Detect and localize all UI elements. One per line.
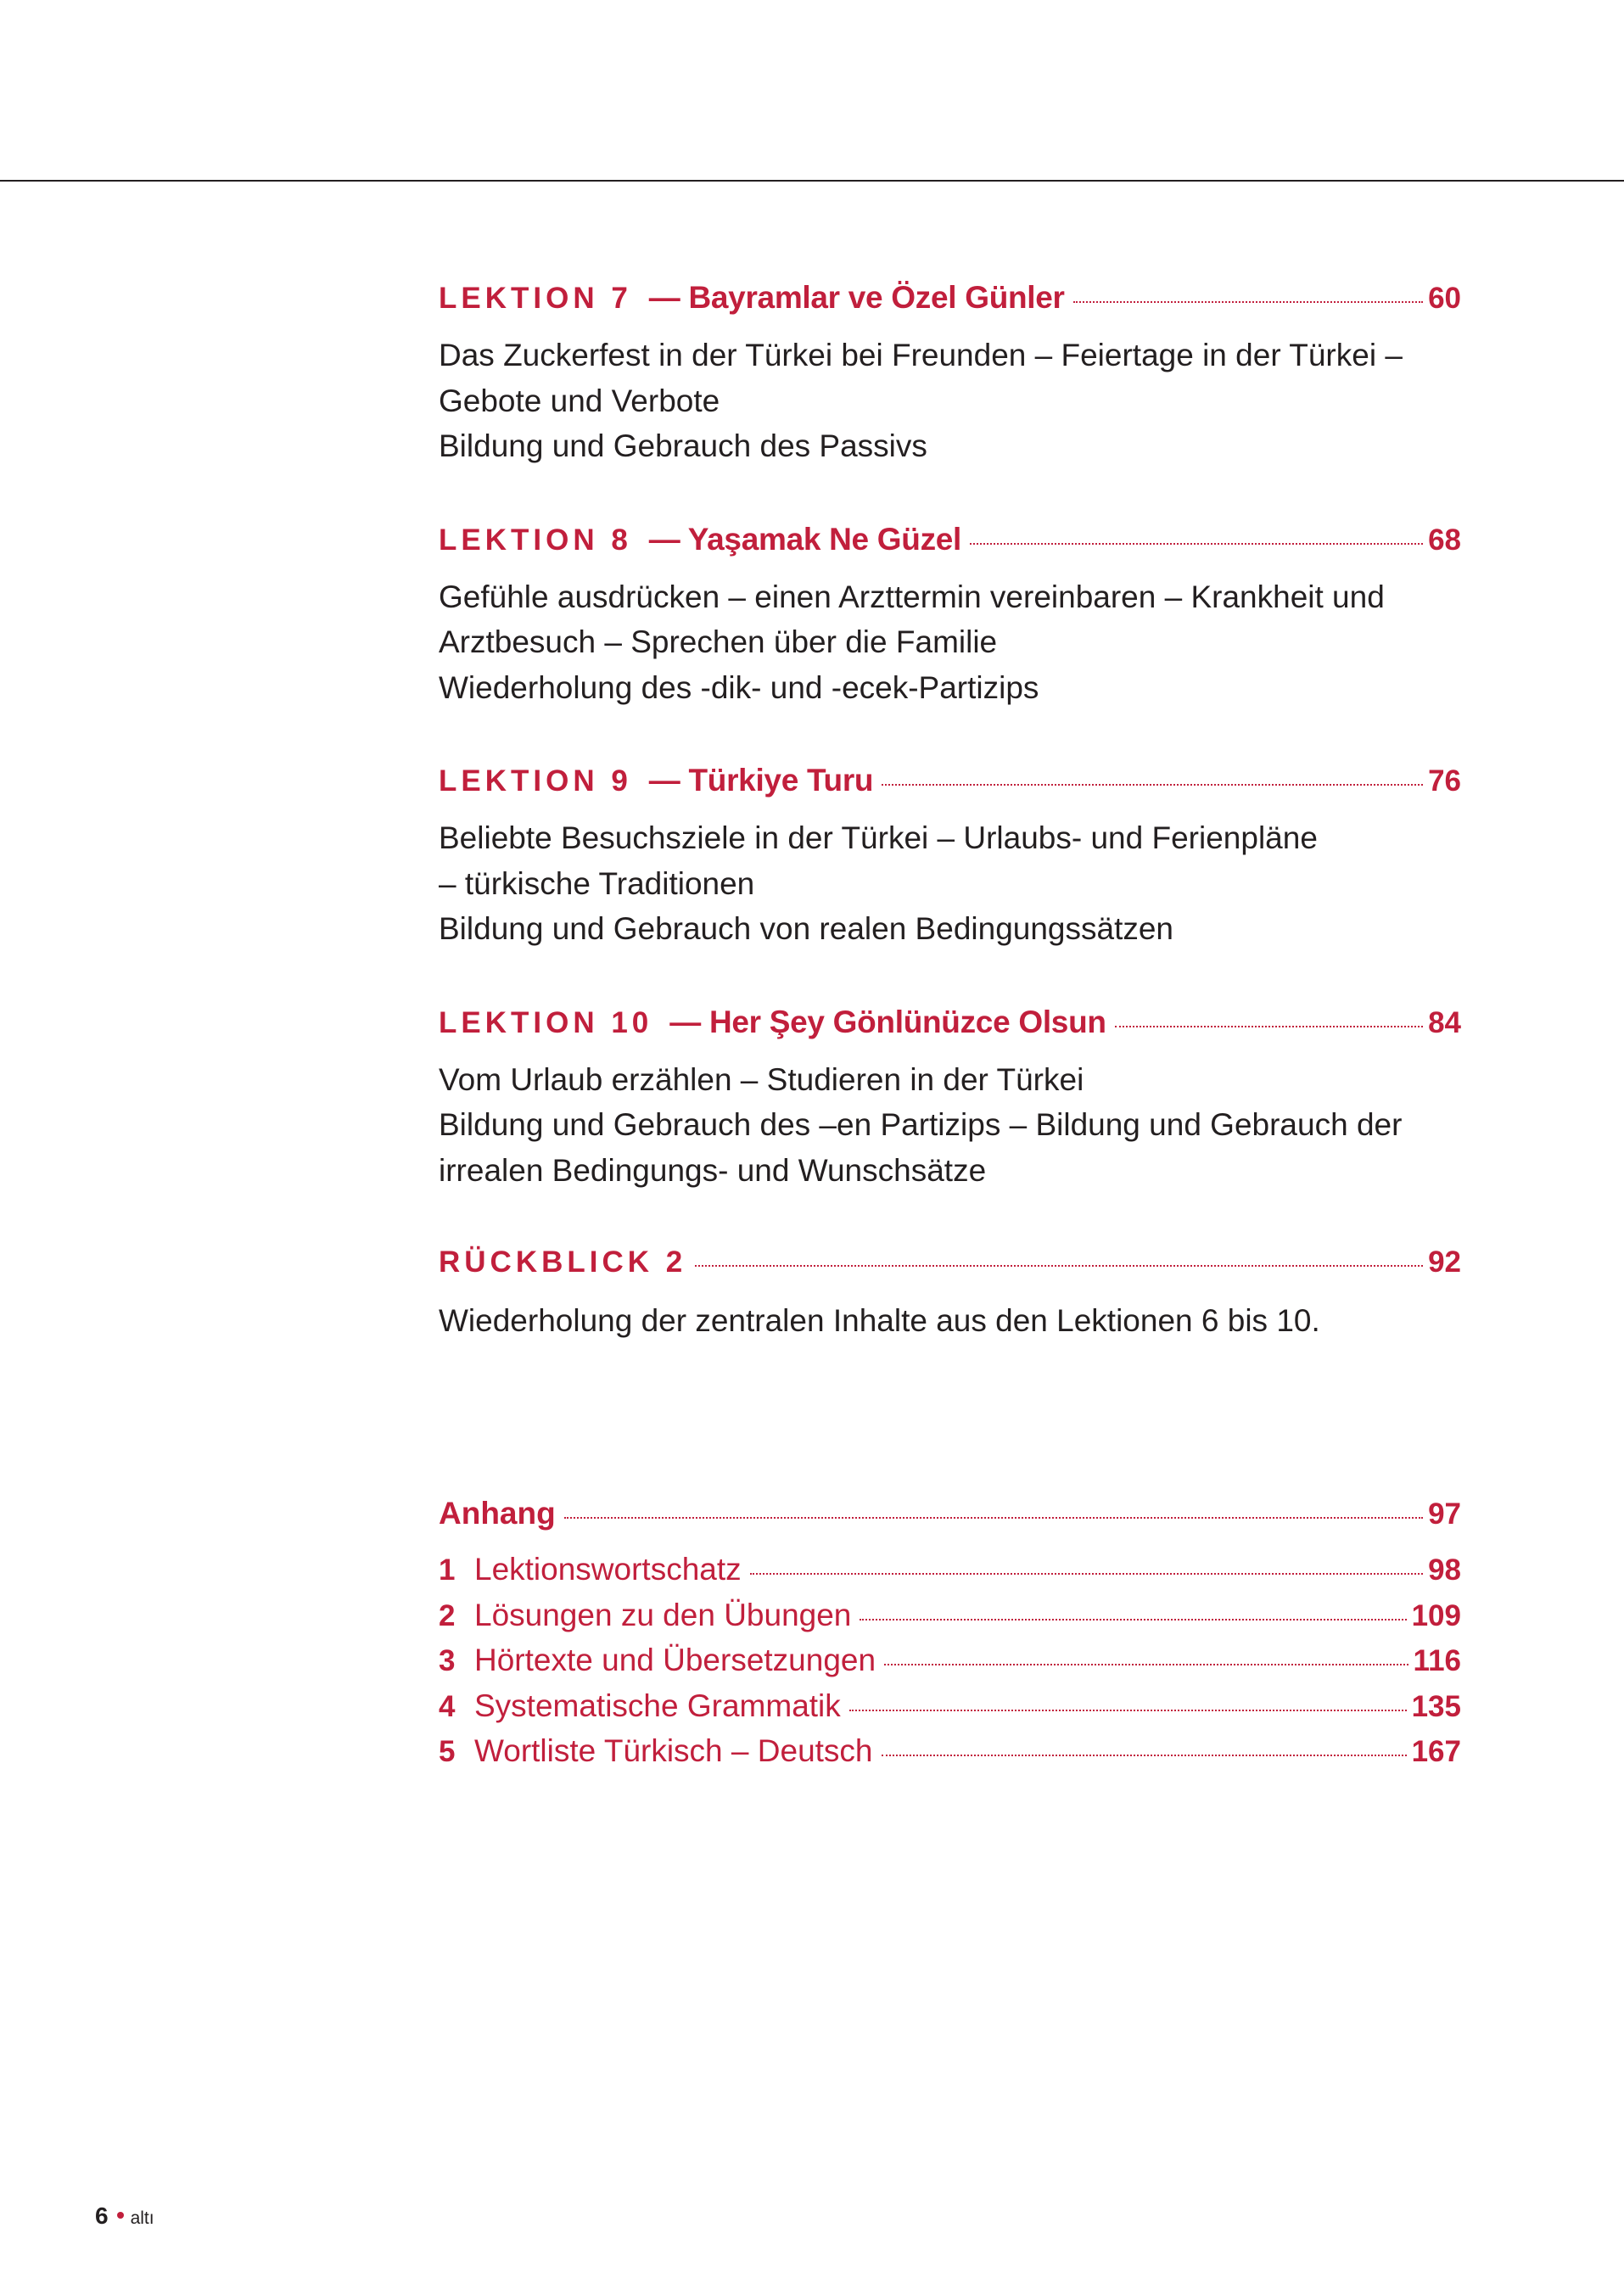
item-label: Lektionswortschatz (474, 1552, 742, 1587)
appendix-item[interactable] (439, 1598, 1461, 1643)
item-number: 4 (439, 1689, 456, 1723)
item-number: 5 (439, 1735, 456, 1768)
description-line: Wiederholung der zentralen Inhalte aus den Lektionen 6 bis 10. (439, 1303, 1320, 1338)
description-line: – türkische Traditionen (439, 865, 755, 901)
page-number: 76 (1428, 764, 1461, 798)
description-line: Arztbesuch – Sprechen über die Familie (439, 624, 998, 659)
entry-title: — Türkiye Turu (648, 763, 874, 798)
toc-entry-lektion-9 (439, 763, 1461, 952)
description-line: Bildung und Gebrauch des –en Partizips – Bildung und Gebrauch der (439, 1107, 1403, 1142)
dot-leader (750, 1573, 1423, 1575)
appendix-section (439, 1496, 1461, 1779)
entry-heading[interactable] (439, 280, 1461, 331)
folio-word: altı (130, 2208, 154, 2228)
folio-number: 6 (95, 2203, 109, 2229)
page-number: 98 (1428, 1553, 1461, 1587)
page-number: 92 (1428, 1245, 1461, 1279)
appendix-title: Anhang (439, 1496, 556, 1531)
entry-title: — Yaşamak Ne Güzel (648, 521, 962, 557)
entry-description (439, 574, 1461, 711)
page-number: 97 (1428, 1497, 1461, 1531)
item-label: Wortliste Türkisch – Deutsch (474, 1733, 873, 1768)
bullet-icon (117, 2212, 124, 2219)
appendix-list (439, 1552, 1461, 1779)
dot-leader (849, 1710, 1407, 1711)
dot-leader (860, 1619, 1406, 1620)
description-line: Beliebte Besuchsziele in der Türkei – Urlaubs- und Ferienpläne (439, 820, 1318, 855)
dot-leader (882, 1755, 1407, 1756)
entry-label: LEKTION 7 (439, 282, 632, 315)
entry-heading[interactable] (439, 522, 1461, 573)
description-line: irrealen Bedingungs- und Wunschsätze (439, 1152, 987, 1188)
appendix-item[interactable] (439, 1688, 1461, 1734)
page-number: 84 (1428, 1005, 1461, 1039)
dot-leader (1115, 1026, 1423, 1027)
description-line: Gefühle ausdrücken – einen Arzttermin vereinbaren – Krankheit und (439, 579, 1385, 614)
entry-label: LEKTION 8 (439, 523, 632, 557)
toc-entry-lektion-7 (439, 280, 1461, 469)
dot-leader (970, 543, 1423, 545)
entry-heading[interactable] (439, 763, 1461, 814)
item-number: 3 (439, 1644, 456, 1677)
page-footer (95, 2203, 154, 2230)
dot-leader (884, 1664, 1408, 1665)
toc-entry-lektion-8 (439, 522, 1461, 711)
dot-leader (695, 1265, 1423, 1267)
entry-label: RÜCKBLICK 2 (439, 1245, 687, 1279)
description-line: Wiederholung des -dik- und -ecek-Partizips (439, 669, 1039, 705)
dot-leader (882, 784, 1423, 786)
toc-entry-rueckblick-2 (439, 1245, 1461, 1344)
description-line: Vom Urlaub erzählen – Studieren in der Türkei (439, 1061, 1084, 1097)
entry-heading[interactable] (439, 1005, 1461, 1055)
page-number: 109 (1411, 1598, 1461, 1632)
page-number: 167 (1411, 1735, 1461, 1768)
entry-label: LEKTION 9 (439, 764, 632, 798)
description-line: Das Zuckerfest in der Türkei bei Freunden – Feiertage in der Türkei – (439, 338, 1403, 372)
toc-entry-lektion-10 (439, 1005, 1461, 1194)
item-number: 1 (439, 1553, 456, 1587)
entry-title: — Bayramlar ve Özel Günler (648, 280, 1065, 315)
table-of-contents (439, 280, 1461, 1397)
entry-description (439, 1057, 1461, 1194)
appendix-item[interactable] (439, 1643, 1461, 1688)
item-number: 2 (439, 1598, 456, 1632)
entry-description (439, 1298, 1461, 1344)
entry-label: LEKTION 10 (439, 1005, 653, 1039)
page-number: 135 (1411, 1689, 1461, 1723)
entry-description (439, 815, 1461, 952)
top-rule (0, 180, 1624, 182)
entry-title: — Her Şey Gönlünüzce Olsun (669, 1004, 1106, 1039)
item-label: Systematische Grammatik (474, 1688, 841, 1723)
page-number: 116 (1413, 1644, 1461, 1677)
item-label: Hörtexte und Übersetzungen (474, 1643, 876, 1677)
page-number: 60 (1428, 282, 1461, 315)
item-label: Lösungen zu den Übungen (474, 1597, 852, 1632)
appendix-item[interactable] (439, 1733, 1461, 1779)
page-number: 68 (1428, 523, 1461, 557)
description-line: Gebote und Verbote (439, 383, 720, 418)
description-line: Bildung und Gebrauch des Passivs (439, 428, 927, 463)
appendix-item[interactable] (439, 1552, 1461, 1598)
entry-description (439, 333, 1461, 469)
dot-leader (564, 1517, 1423, 1519)
dot-leader (1073, 301, 1423, 303)
description-line: Bildung und Gebrauch von realen Bedingungssätzen (439, 911, 1174, 946)
entry-heading[interactable] (439, 1245, 1461, 1296)
appendix-heading[interactable] (439, 1496, 1461, 1547)
